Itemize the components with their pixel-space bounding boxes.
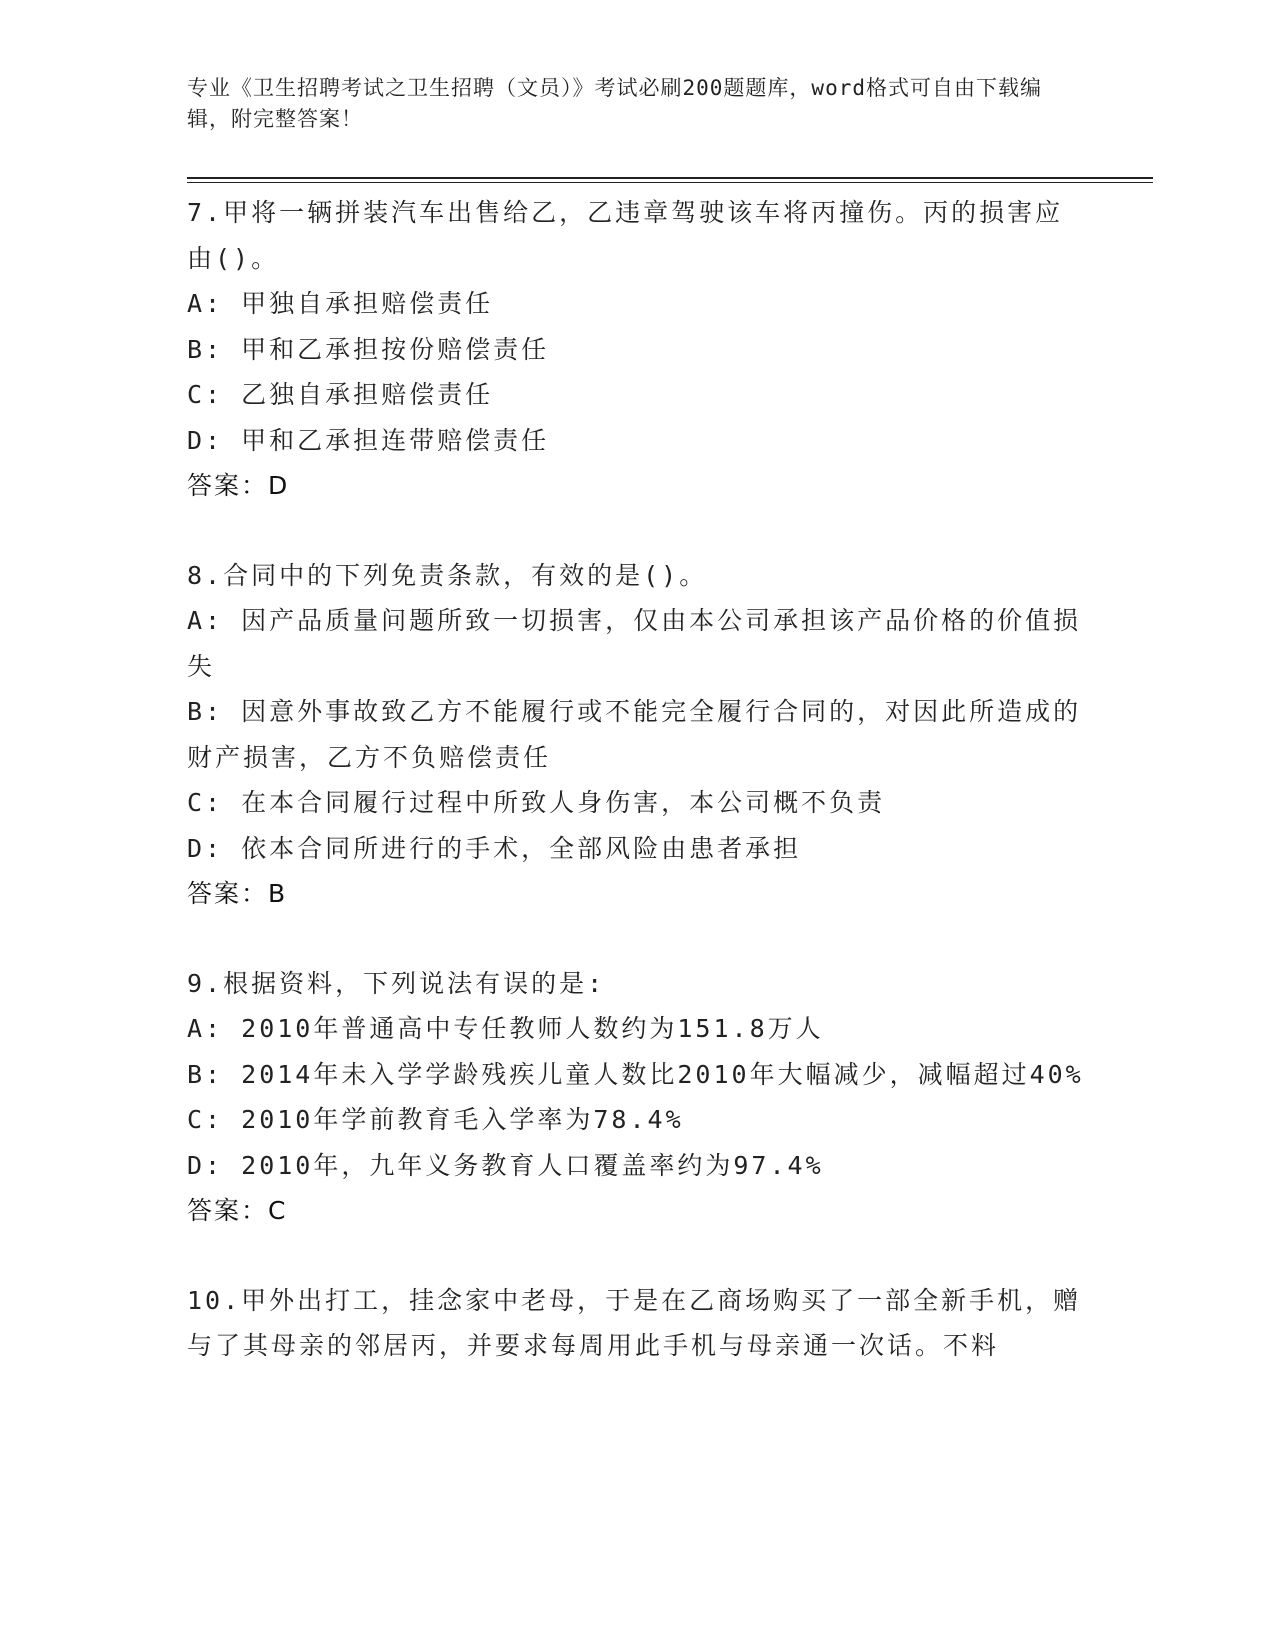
option-d: D: 甲和乙承担连带赔偿责任 [187,425,550,455]
option-b: B: 2014年未入学学龄残疾儿童人数比2010年大幅减少，减幅超过40% [187,1059,1084,1089]
question-9 [187,961,1087,1234]
question-stem: 7.甲将一辆拼装汽车出售给乙，乙违章驾驶该车将丙撞伤。丙的损害应由()。 [187,198,1064,273]
answer-text: 答案：B [187,879,288,908]
option-b: B: 甲和乙承担按份赔偿责任 [187,334,550,364]
document-header: 专业《卫生招聘考试之卫生招聘（文员）》考试必刷200题题库，word格式可自由下载编辑，附完整答案！ [187,76,1042,131]
option-d: D: 依本合同所进行的手术，全部风险由患者承担 [187,833,802,863]
option-b: B: 因意外事故致乙方不能履行或不能完全履行合同的，对因此所造成的财产损害，乙方不负赔偿责任 [187,697,1082,772]
question-stem: 8.合同中的下列免责条款，有效的是()。 [187,560,708,590]
question-stem: 9.根据资料，下列说法有误的是: [187,968,606,998]
question-10 [187,1278,1087,1369]
question-stem: 10.甲外出打工，挂念家中老母，于是在乙商场购买了一部全新手机，赠与了其母亲的邻居丙，并要求每周用此手机与母亲通一次话。不料 [187,1285,1082,1360]
option-c: C: 乙独自承担赔偿责任 [187,380,494,409]
answer-text: 答案：D [187,471,290,500]
header-divider-thin [187,182,1153,183]
option-a: A: 2010年普通高中专任教师人数约为151.8万人 [187,1014,824,1043]
option-c: C: 在本合同履行过程中所致人身伤害，本公司概不负责 [187,788,886,817]
question-list [187,190,1087,1413]
answer-text: 答案：C [187,1196,288,1225]
option-c: C: 2010年学前教育毛入学率为78.4% [187,1105,684,1134]
option-a: A: 甲独自承担赔偿责任 [187,289,494,318]
question-8 [187,553,1087,917]
header-divider-thick [187,177,1153,179]
question-7 [187,190,1087,509]
option-a: A: 因产品质量问题所致一切损害，仅由本公司承担该产品价格的价值损失 [187,606,1082,681]
option-d: D: 2010年，九年义务教育人口覆盖率约为97.4% [187,1150,824,1180]
